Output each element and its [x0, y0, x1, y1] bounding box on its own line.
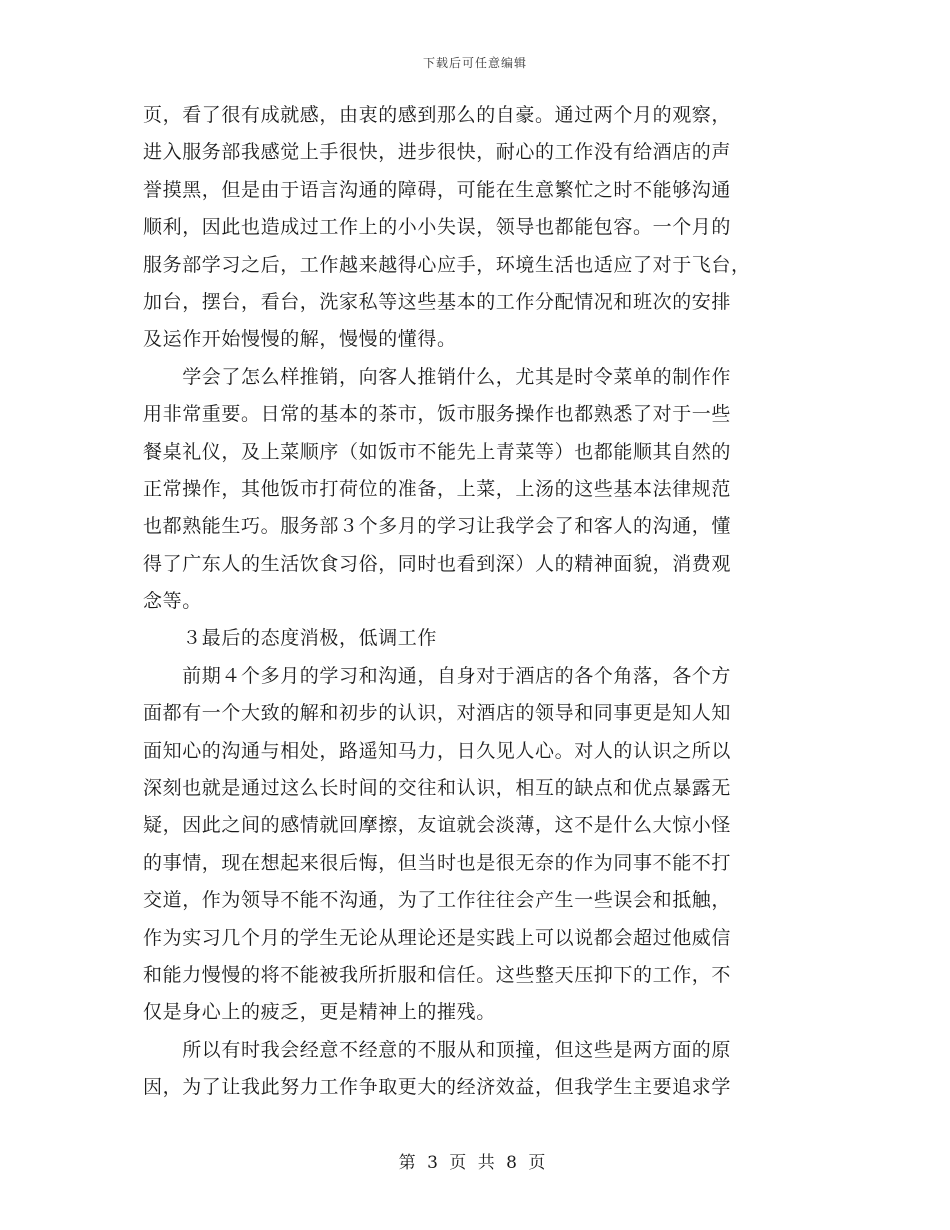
footer-gong: 共 [477, 1153, 495, 1173]
body-line: 加台，摆台，看台，洗家私等这些基本的工作分配情况和班次的安排 [143, 290, 732, 313]
body-line: 面知心的沟通与相处，路遥知马力，日久见人心。对人的认识之所以 [143, 739, 732, 762]
footer-total-pages: 8 [506, 1153, 517, 1173]
body-line: 学会了怎么样推销，向客人推销什么，尤其是时令菜单的制作作 [143, 365, 732, 388]
footer-ye: 页 [449, 1153, 467, 1173]
body-line: 也都熟能生巧。服务部３个多月的学习让我学会了和客人的沟通，懂 [143, 515, 732, 538]
section-heading: ３最后的态度消极，低调工作 [143, 627, 438, 650]
body-line: 进入服务部我感觉上手很快，进步很快，耐心的工作没有给酒店的声 [143, 141, 732, 164]
body-line: 前期４个多月的学习和沟通，自身对于酒店的各个角落，各个方 [143, 664, 732, 687]
footer-ye2: 页 [528, 1153, 546, 1173]
body-line: 服务部学习之后，工作越来越得心应手，环境生活也适应了对于飞台， [143, 253, 751, 276]
body-line: 正常操作，其他饭市打荷位的准备，上菜，上汤的这些基本法律规范 [143, 477, 732, 500]
body-line: 所以有时我会经意不经意的不服从和顶撞，但这些是两方面的原 [143, 1038, 732, 1061]
body-line: 得了广东人的生活饮食习俗，同时也看到深）人的精神面貌，消费观 [143, 552, 732, 575]
body-line: 和能力慢慢的将不能被我所折服和信任。这些整天压抑下的工作，不 [143, 963, 732, 986]
body-line: 誉摸黑，但是由于语言沟通的障碍，可能在生意繁忙之时不能够沟通 [143, 178, 732, 201]
footer-page-number: 3 [427, 1153, 438, 1173]
page-footer [0, 1148, 950, 1173]
body-line: 餐桌礼仪，及上菜顺序（如饭市不能先上青菜等）也都能顺其自然的 [143, 440, 732, 463]
body-line: 作为实习几个月的学生无论从理论还是实践上可以说都会超过他威信 [143, 926, 732, 949]
document-body [143, 97, 815, 1107]
body-line: 深刻也就是通过这么长时间的交往和认识，相互的缺点和优点暴露无 [143, 777, 732, 800]
body-line: 疑，因此之间的感情就回摩擦，友谊就会淡薄，这不是什么大惊小怪 [143, 814, 732, 837]
body-line: 因，为了让我此努力工作争取更大的经济效益，但我学生主要追求学 [143, 1076, 732, 1099]
body-line: 面都有一个大致的解和初步的认识，对酒店的领导和同事更是知人知 [143, 702, 732, 725]
body-line: 念等。 [143, 590, 202, 613]
body-line: 的事情，现在想起来很后悔，但当时也是很无奈的作为同事不能不打 [143, 851, 732, 874]
page-header-note: 下载后可任意编辑 [422, 56, 527, 70]
body-line: 顺利，因此也造成过工作上的小小失误，领导也都能包容。一个月的 [143, 216, 732, 239]
body-line: 仅是身心上的疲乏，更是精神上的摧残。 [143, 1001, 496, 1024]
footer-di: 第 [398, 1153, 416, 1173]
body-line: 页，看了很有成就感，由衷的感到那么的自豪。通过两个月的观察， [143, 104, 732, 126]
body-line: 及运作开始慢慢的解，慢慢的懂得。 [143, 328, 457, 351]
body-line: 交道，作为领导不能不沟通，为了工作往往会产生一些误会和抵触， [143, 889, 732, 912]
body-line: 用非常重要。日常的基本的茶市，饭市服务操作也都熟悉了对于一些 [143, 403, 732, 426]
